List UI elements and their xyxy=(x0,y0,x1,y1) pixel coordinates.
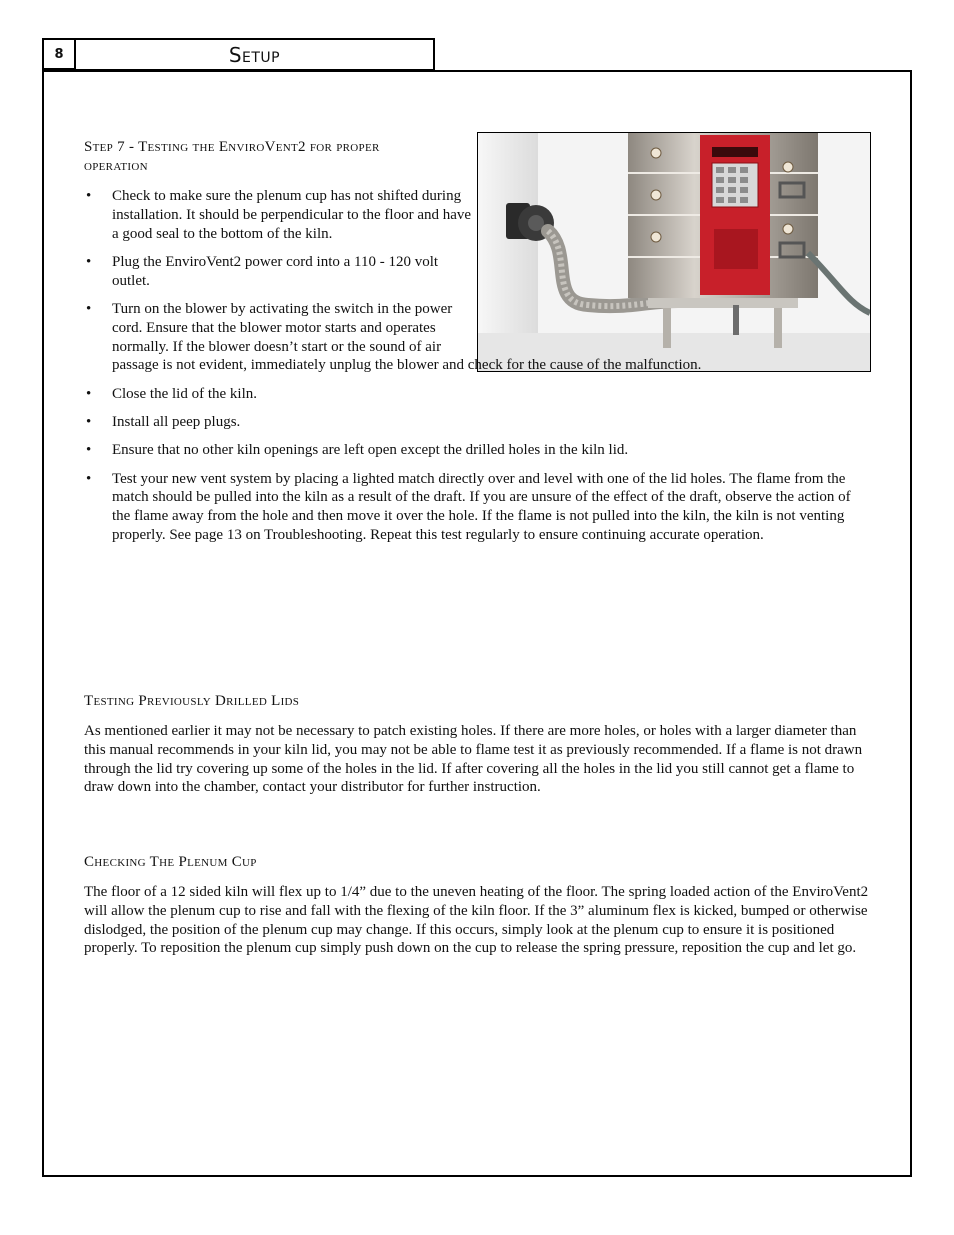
step7-heading-line2: operation xyxy=(84,158,148,174)
step7-heading-line1: Step 7 - Testing the EnviroVent2 for proper xyxy=(84,139,380,155)
page-number: 8 xyxy=(42,38,74,70)
drilled-lids-section xyxy=(84,692,870,797)
step7-bullet-list xyxy=(84,187,870,554)
plenum-cup-body: The floor of a 12 sided kiln will flex up to 1/4” due to the uneven heating of the floor. The spring loaded action of the EnviroVent2 will allow the plenum cup to rise and fall with the flexing of the kiln floor. If the 3” aluminum flex is kicked, bumped or otherwise dislodged, the position of the plenum cup may change. If this occurs, simply look at the plenum cup to ensure it is positioned properly. To reposition the plenum cup simply push down on the cup to release the spring pressure, reposition the cup and let go. xyxy=(84,884,869,957)
photo-wrap-spacer xyxy=(474,300,870,356)
list-item: • Plug the EnviroVent2 power cord into a 110 - 120 volt outlet. xyxy=(84,253,472,291)
bullet-text-wrapped: Turn on the blower by activating the switch in the power cord. Ensure that the blower motor starts and operates normally. If the blower doesn’t start or the sound of air passage is not evident, immediately unplug the blower and check for the cause of the malfunction. xyxy=(112,300,702,374)
step7-heading xyxy=(84,138,464,176)
list-item: • Test your new vent system by placing a lighted match directly over and level with one of the lid holes. The flame from the match should be pulled into the kiln as a result of the draft. If you are unsure of the effect of the draft, observe the action of the flame away from the hole and then move it over the hole. If the flame is not pulled into the kiln, the kiln is not venting properly. See page 13 on Troubleshooting. Repeat this test regularly to ensure continuing accurate operation. xyxy=(84,470,860,545)
list-item xyxy=(84,300,870,375)
list-item: • Check to make sure the plenum cup has not shifted during installation. It should be perpendicular to the floor and have a good seal to the bottom of the kiln. xyxy=(84,187,472,243)
drilled-lids-body: As mentioned earlier it may not be necessary to patch existing holes. If there are more holes, or holes with a larger diameter than this manual recommends in your kiln lid, you may not be able to flame test it as previously recommended. If a flame is not drawn through the lid try covering up some of the holes in the lid. If after covering all the holes in the lid you still cannot get a flame to draw down into the chamber, contact your distributor for further instruction. xyxy=(84,723,863,796)
plenum-cup-heading: Checking The Plenum Cup xyxy=(84,854,257,870)
list-item: • Ensure that no other kiln openings are left open except the drilled holes in the kiln lid. xyxy=(84,441,870,460)
drilled-lids-heading: Testing Previously Drilled Lids xyxy=(84,693,300,709)
list-item: • Install all peep plugs. xyxy=(84,413,870,432)
plenum-cup-section xyxy=(84,853,870,958)
page-title: Setup xyxy=(74,38,435,71)
list-item: • Close the lid of the kiln. xyxy=(84,385,870,404)
